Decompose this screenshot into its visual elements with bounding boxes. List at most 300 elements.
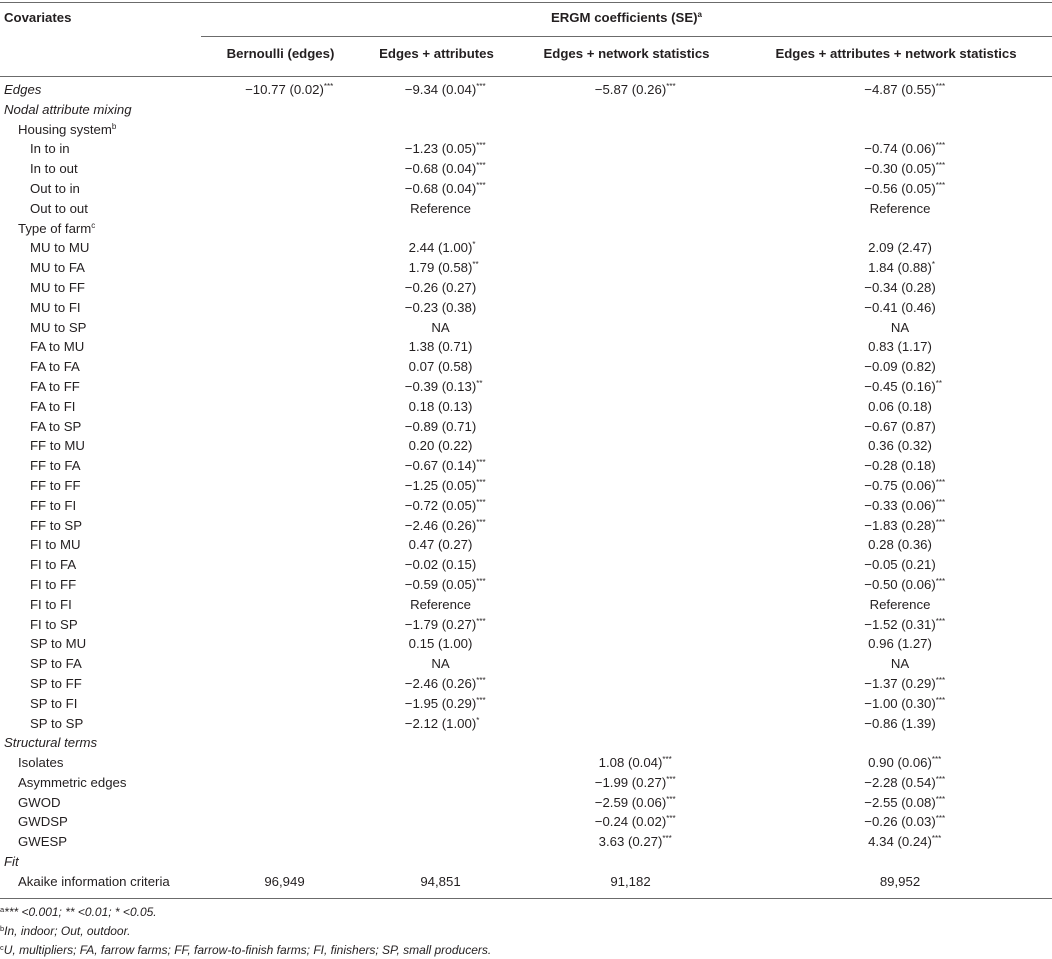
table-row	[0, 278, 1052, 298]
row-label	[0, 120, 205, 140]
cell-value	[264, 874, 304, 889]
cell-value-text: 0.15 (1.00)	[408, 636, 473, 652]
cell-edges-network	[517, 179, 744, 199]
cell-value	[404, 378, 483, 394]
cell-value-text: 0.20 (0.22)	[408, 438, 473, 454]
covariates-header: Covariates	[4, 10, 72, 25]
row-label-text: Edges	[4, 82, 42, 97]
table-row	[0, 417, 1052, 437]
cell-value-text: 94,851	[420, 873, 461, 889]
cell-edges-attributes-network	[744, 733, 1052, 753]
cell-value	[868, 636, 932, 651]
cell-value	[864, 378, 942, 394]
cell-value-text: −9.34 (0.04)	[404, 82, 477, 97]
row-label-text: FF to SP	[30, 517, 83, 533]
cell-value	[864, 557, 935, 572]
cell-value-text: −0.02 (0.15)	[404, 557, 477, 573]
cell-value-text: −2.46 (0.26)	[404, 517, 477, 533]
footnote-a-mark: a	[0, 905, 5, 914]
cell-edges-attributes-network	[744, 674, 1052, 694]
cell-value	[864, 794, 946, 810]
cell-value-text: −0.34 (0.28)	[864, 279, 936, 295]
significance-mark: ***	[476, 616, 486, 626]
cell-edges-network	[517, 298, 744, 318]
significance-mark: ***	[935, 141, 946, 151]
cell-value	[404, 675, 486, 691]
cell-value	[870, 201, 931, 216]
cell-value	[409, 339, 473, 354]
cell-value	[864, 675, 946, 691]
significance-mark: ***	[476, 82, 486, 91]
cell-value-text: −2.46 (0.26)	[404, 675, 477, 691]
cell-value-text: −1.00 (0.30)	[864, 695, 936, 711]
cell-edges-network	[517, 674, 744, 694]
cell-edges-attributes-network	[744, 436, 1052, 456]
significance-mark: ***	[476, 576, 486, 586]
row-label	[0, 219, 205, 239]
cell-edges-attributes-network	[744, 397, 1052, 417]
cell-bernoulli	[205, 139, 364, 159]
row-label	[0, 555, 205, 575]
cell-edges-attributes-network	[744, 219, 1052, 239]
cell-value-text: −0.67 (0.14)	[404, 458, 477, 474]
row-label-text: MU to MU	[30, 240, 90, 256]
table-row	[0, 694, 1052, 714]
cell-bernoulli	[205, 456, 364, 476]
cell-edges-attributes-network	[744, 535, 1052, 555]
significance-mark: ***	[476, 695, 486, 705]
cell-value	[405, 419, 476, 434]
row-label	[0, 773, 205, 793]
significance-mark: ***	[476, 517, 486, 527]
row-label	[0, 337, 205, 357]
cell-edges-attributes-network	[744, 615, 1052, 635]
row-label	[0, 753, 205, 773]
significance-mark: ***	[935, 180, 946, 190]
cell-edges-network	[517, 397, 744, 417]
cell-edges-network	[517, 496, 744, 516]
table-row	[0, 298, 1052, 318]
cell-edges-attributes-network	[744, 179, 1052, 199]
cell-value	[408, 260, 479, 276]
cell-value	[868, 438, 932, 453]
cell-value-text: NA	[431, 319, 450, 335]
cell-bernoulli	[205, 516, 364, 536]
row-label	[0, 298, 205, 318]
cell-value	[404, 458, 486, 474]
row-label-text: FI to FA	[30, 557, 77, 573]
row-label-text: FF to FF	[30, 477, 81, 493]
cell-value	[409, 537, 473, 552]
row-label	[0, 436, 205, 456]
significance-mark: ***	[935, 814, 946, 824]
cell-value-text: −2.55 (0.08)	[864, 794, 936, 810]
cell-value	[409, 359, 473, 374]
cell-edges-network	[517, 436, 744, 456]
table-row	[0, 139, 1052, 159]
row-label-text: FI to FI	[30, 596, 72, 612]
cell-value-text: −0.45 (0.16)	[864, 378, 936, 394]
cell-bernoulli	[205, 852, 364, 872]
cell-value	[868, 260, 936, 276]
cell-edges-attributes	[364, 516, 517, 536]
cell-value	[409, 399, 473, 414]
row-label	[0, 832, 205, 852]
significance-mark: ***	[476, 477, 486, 487]
cell-value-text: 4.34 (0.24)	[868, 834, 932, 850]
significance-mark: ***	[476, 497, 486, 507]
cell-value-text: Reference	[410, 200, 471, 216]
footnote-b-mark: b	[0, 924, 5, 933]
significance-mark: ***	[666, 814, 676, 824]
cell-value	[598, 755, 672, 771]
table-row	[0, 456, 1052, 476]
row-label	[0, 318, 205, 338]
cell-value-text: −0.89 (0.71)	[404, 418, 477, 434]
cell-value	[404, 82, 486, 97]
cell-edges-network	[517, 100, 744, 120]
cell-edges-network	[517, 159, 744, 179]
cell-value-text: −1.79 (0.27)	[404, 616, 477, 632]
row-label-text: Out to in	[30, 180, 80, 196]
table-row	[0, 595, 1052, 615]
row-label-text: Structural terms	[4, 735, 98, 751]
column-header-bernoulli: Bernoulli (edges)	[226, 46, 335, 61]
cell-edges-network	[517, 318, 744, 338]
column-header-edges-attributes-network: Edges + attributes + network statistics	[775, 46, 1017, 61]
cell-bernoulli	[205, 298, 364, 318]
cell-value	[864, 419, 935, 434]
cell-edges-attributes-network	[744, 496, 1052, 516]
table-row	[0, 238, 1052, 258]
significance-mark: ***	[476, 141, 486, 151]
cell-value	[405, 300, 476, 315]
significance-mark: ***	[666, 774, 676, 784]
cell-edges-attributes	[364, 318, 517, 338]
cell-value	[864, 616, 946, 632]
cell-bernoulli	[205, 377, 364, 397]
row-label	[0, 872, 205, 892]
cell-edges-network	[517, 595, 744, 615]
significance-mark: **	[476, 378, 483, 388]
significance-mark: ***	[476, 180, 486, 190]
cell-edges-network	[517, 337, 744, 357]
row-label-text: GWDSP	[18, 814, 68, 830]
significance-mark: **	[935, 378, 942, 388]
cell-value	[864, 774, 946, 790]
row-label-text: SP to FF	[30, 675, 82, 691]
significance-mark: ***	[931, 834, 942, 844]
cell-bernoulli	[205, 733, 364, 753]
cell-bernoulli	[205, 793, 364, 813]
row-label-text: Nodal attribute mixing	[4, 101, 132, 117]
row-label-text: Out to out	[30, 200, 88, 216]
row-label	[0, 100, 205, 120]
footnote-c-text: U, multipliers; FA, farrow farms; FF, farrow-to-finish farms; FI, finishers; SP, small producers.	[3, 943, 492, 957]
cell-bernoulli	[205, 337, 364, 357]
significance-mark: *	[476, 715, 480, 725]
cell-edges-attributes-network	[744, 318, 1052, 338]
table-row	[0, 773, 1052, 793]
cell-value-text: NA	[890, 656, 910, 672]
cell-edges-attributes	[364, 832, 517, 852]
cell-value-text: Reference	[869, 596, 931, 612]
cell-bernoulli	[205, 496, 364, 516]
row-label	[0, 733, 205, 753]
cell-value	[404, 576, 486, 592]
row-label	[0, 238, 205, 258]
cell-value	[868, 755, 942, 771]
cell-value	[864, 497, 946, 513]
cell-value-text: 0.28 (0.36)	[868, 537, 932, 553]
cell-bernoulli	[205, 258, 364, 278]
cell-value	[868, 240, 932, 255]
cell-value	[405, 280, 476, 295]
row-label-text: GWOD	[18, 794, 61, 810]
cell-value	[864, 82, 946, 97]
row-label-footnote-mark: b	[111, 121, 117, 131]
cell-edges-attributes	[364, 555, 517, 575]
row-label	[0, 634, 205, 654]
table-row	[0, 357, 1052, 377]
cell-value-text: −0.33 (0.06)	[864, 497, 936, 513]
cell-edges-attributes-network	[744, 654, 1052, 674]
cell-edges-network	[517, 417, 744, 437]
cell-edges-network	[517, 694, 744, 714]
row-label-text: Asymmetric edges	[18, 774, 127, 790]
cell-edges-attributes	[364, 654, 517, 674]
row-label	[0, 694, 205, 714]
cell-edges-attributes	[364, 238, 517, 258]
cell-edges-network	[517, 476, 744, 496]
cell-value-text: −0.86 (1.39)	[864, 715, 936, 731]
cell-edges-attributes-network	[744, 753, 1052, 773]
cell-edges-network	[517, 872, 744, 892]
coefficients-table	[0, 80, 1052, 892]
cell-edges-attributes-network	[744, 812, 1052, 832]
cell-value-text: −1.25 (0.05)	[404, 477, 477, 493]
significance-mark: ***	[476, 675, 486, 685]
row-label-text: Type of farm	[18, 220, 92, 236]
cell-value	[594, 774, 676, 790]
row-label	[0, 278, 205, 298]
cell-edges-attributes-network	[744, 298, 1052, 318]
cell-value	[431, 656, 449, 671]
cell-value-text: 2.44 (1.00)	[408, 240, 473, 256]
cell-value-text: −0.05 (0.21)	[864, 557, 936, 573]
cell-value	[404, 497, 486, 513]
cell-bernoulli	[205, 100, 364, 120]
significance-mark: ***	[662, 834, 672, 844]
row-label-text: In to out	[30, 161, 78, 177]
cell-value-text: −5.87 (0.26)	[594, 82, 667, 97]
cell-value	[410, 597, 471, 612]
cell-value	[891, 320, 909, 335]
cell-value-text: −1.83 (0.28)	[864, 517, 936, 533]
cell-edges-network	[517, 199, 744, 219]
row-label-text: Fit	[4, 854, 19, 870]
cell-value-text: −1.95 (0.29)	[404, 695, 477, 711]
cell-bernoulli	[205, 595, 364, 615]
cell-bernoulli	[205, 535, 364, 555]
row-label-text: Isolates	[18, 755, 64, 771]
table-row	[0, 575, 1052, 595]
cell-edges-attributes	[364, 714, 517, 734]
cell-edges-attributes	[364, 476, 517, 496]
cell-edges-attributes	[364, 793, 517, 813]
cell-value-text: −0.75 (0.06)	[864, 477, 936, 493]
cell-bernoulli	[205, 555, 364, 575]
footnote-b	[0, 924, 130, 938]
row-label	[0, 496, 205, 516]
significance-mark: *	[931, 260, 936, 270]
cell-edges-attributes	[364, 812, 517, 832]
cell-value-text: −0.56 (0.05)	[864, 180, 936, 196]
table-row	[0, 120, 1052, 140]
cell-edges-network	[517, 773, 744, 793]
cell-value-text: −0.59 (0.05)	[404, 576, 477, 592]
cell-value-text: 91,182	[610, 873, 651, 889]
row-label	[0, 357, 205, 377]
row-label	[0, 258, 205, 278]
cell-value	[245, 82, 334, 97]
cell-value-text: −0.39 (0.13)	[404, 378, 477, 394]
cell-bernoulli	[205, 634, 364, 654]
cell-value	[410, 201, 471, 216]
table-row	[0, 555, 1052, 575]
cell-edges-attributes	[364, 100, 517, 120]
row-label-text: FF to MU	[30, 438, 85, 454]
cell-edges-attributes-network	[744, 872, 1052, 892]
ergm-coefficients-header	[201, 10, 1052, 25]
row-label	[0, 714, 205, 734]
cell-value-text: −1.23 (0.05)	[404, 141, 477, 157]
ergm-header-footnote-mark: a	[697, 10, 702, 19]
cell-edges-attributes-network	[744, 120, 1052, 140]
cell-value	[431, 320, 449, 335]
cell-edges-attributes-network	[744, 793, 1052, 813]
significance-mark: *	[472, 240, 476, 250]
cell-edges-network	[517, 852, 744, 872]
significance-mark: ***	[666, 82, 676, 91]
cell-edges-attributes	[364, 852, 517, 872]
cell-edges-attributes	[364, 595, 517, 615]
cell-edges-network	[517, 357, 744, 377]
cell-value	[404, 715, 480, 731]
cell-value	[864, 716, 935, 731]
cell-edges-attributes	[364, 615, 517, 635]
cell-bernoulli	[205, 159, 364, 179]
cell-edges-attributes	[364, 120, 517, 140]
cell-edges-attributes-network	[744, 595, 1052, 615]
cell-edges-attributes-network	[744, 357, 1052, 377]
cell-value	[598, 834, 672, 850]
cell-edges-attributes-network	[744, 634, 1052, 654]
cell-value	[404, 517, 486, 533]
cell-bernoulli	[205, 120, 364, 140]
cell-value-text: −0.09 (0.82)	[864, 359, 936, 375]
cell-bernoulli	[205, 714, 364, 734]
table-row	[0, 852, 1052, 872]
cell-value	[404, 180, 486, 196]
row-label-text: MU to FA	[30, 260, 85, 276]
cell-value	[864, 814, 946, 830]
table-row	[0, 100, 1052, 120]
cell-edges-attributes	[364, 753, 517, 773]
coefficients-table-body	[0, 80, 1052, 892]
footnote-a-text: *** <0.001; ** <0.01; * <0.05.	[4, 905, 157, 919]
row-label	[0, 674, 205, 694]
cell-edges-attributes-network	[744, 100, 1052, 120]
cell-edges-attributes-network	[744, 555, 1052, 575]
cell-value	[864, 180, 946, 196]
cell-edges-attributes-network	[744, 199, 1052, 219]
cell-value-text: 3.63 (0.27)	[598, 834, 663, 850]
cell-edges-attributes	[364, 159, 517, 179]
row-label	[0, 575, 205, 595]
cell-edges-attributes	[364, 456, 517, 476]
cell-edges-network	[517, 793, 744, 813]
row-label-text: SP to MU	[30, 636, 87, 652]
cell-value-text: −0.41 (0.46)	[864, 299, 936, 315]
column-header-edges-network: Edges + network statistics	[543, 46, 710, 61]
cell-bernoulli	[205, 476, 364, 496]
cell-edges-network	[517, 733, 744, 753]
table-row	[0, 634, 1052, 654]
cell-value	[864, 161, 946, 177]
cell-value-text: −0.24 (0.02)	[594, 814, 667, 830]
cell-edges-network	[517, 456, 744, 476]
table-row	[0, 159, 1052, 179]
table-row	[0, 674, 1052, 694]
significance-mark: ***	[935, 477, 946, 487]
cell-edges-attributes	[364, 674, 517, 694]
cell-value	[408, 240, 476, 256]
cell-bernoulli	[205, 615, 364, 635]
cell-edges-attributes	[364, 634, 517, 654]
cell-bernoulli	[205, 397, 364, 417]
row-label-text: In to in	[30, 141, 70, 157]
row-label-text: FA to FI	[30, 398, 76, 414]
cell-value-text: 0.90 (0.06)	[868, 755, 932, 771]
cell-edges-network	[517, 377, 744, 397]
cell-bernoulli	[205, 199, 364, 219]
cell-edges-attributes-network	[744, 832, 1052, 852]
row-label-text: FI to MU	[30, 537, 81, 553]
table-row	[0, 199, 1052, 219]
significance-mark: ***	[935, 497, 946, 507]
table-row	[0, 535, 1052, 555]
cell-edges-attributes	[364, 694, 517, 714]
footnote-a	[0, 905, 157, 919]
table-row	[0, 179, 1052, 199]
row-label	[0, 793, 205, 813]
cell-value	[864, 300, 935, 315]
cell-bernoulli	[205, 357, 364, 377]
column-header-edges-attributes: Edges + attributes	[379, 46, 494, 61]
cell-edges-attributes	[364, 535, 517, 555]
row-label-text: Akaike information criteria	[18, 873, 170, 889]
cell-edges-attributes-network	[744, 852, 1052, 872]
cell-edges-network	[517, 832, 744, 852]
cell-value-text: −0.72 (0.05)	[404, 497, 477, 513]
table-row	[0, 397, 1052, 417]
cell-value-text: −1.52 (0.31)	[864, 616, 936, 632]
row-label	[0, 654, 205, 674]
significance-mark: ***	[323, 82, 334, 91]
cell-value-text: 0.47 (0.27)	[408, 537, 473, 553]
cell-edges-attributes-network	[744, 417, 1052, 437]
